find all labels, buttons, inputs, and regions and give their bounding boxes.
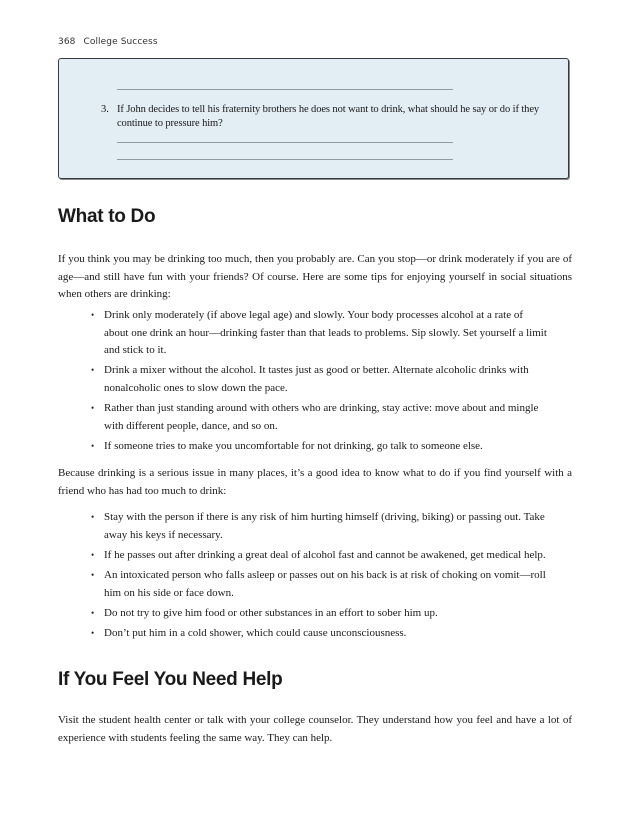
list-item bbox=[58, 400, 548, 435]
list-item bbox=[58, 307, 548, 360]
friend-tips-list bbox=[58, 509, 548, 645]
what-to-do-intro: If you think you may be drinking too much, then you probably are. Can you stop—or drink moderately if you are of age—and still have fun with your friends? Of course. Here are some tips for enjoying yourself in social situations when others are drinking: bbox=[58, 253, 572, 301]
list-item-text: If he passes out after drinking a great deal of alcohol fast and cannot be awakened, get medical help. bbox=[104, 548, 546, 561]
question-number: 3. bbox=[101, 104, 109, 115]
page-number: 368 bbox=[58, 37, 76, 47]
list-item-text: Don’t put him in a cold shower, which could cause unconsciousness. bbox=[104, 626, 407, 639]
section-heading-what-to-do: What to Do bbox=[58, 206, 156, 227]
answer-line bbox=[117, 142, 453, 143]
drinking-tips-list bbox=[58, 307, 548, 458]
answer-line bbox=[117, 89, 453, 90]
list-item-text: Rather than just standing around with others who are drinking, stay active: move about and mingle with different people, dance, and so on. bbox=[104, 402, 539, 432]
bullet-icon: • bbox=[91, 310, 95, 320]
answer-line bbox=[117, 159, 453, 160]
list-item-text: Drink only moderately (if above legal age) and slowly. Your body processes alcohol at a rate of about one drink an hour—drinking faster than that leads to problems. Sip slowly. Set yourself a limit and stick to it. bbox=[104, 309, 547, 357]
list-item bbox=[58, 547, 548, 565]
list-item bbox=[58, 362, 548, 397]
running-head bbox=[58, 37, 158, 47]
list-item-text: If someone tries to make you uncomfortable for not drinking, go talk to someone else. bbox=[104, 439, 483, 452]
question-text: If John decides to tell his fraternity brothers he does not want to drink, what should he say or do if they continue to pressure him? bbox=[117, 104, 540, 129]
list-item-text: Stay with the person if there is any risk of him hurting himself (driving, biking) or passing out. Take away his keys if necessary. bbox=[104, 511, 545, 541]
section-heading-need-help: If You Feel You Need Help bbox=[58, 669, 283, 690]
need-help-body: Visit the student health center or talk with your college counselor. They understand how you feel and have a lot of experience with students feeling the same way. They can help. bbox=[58, 714, 572, 744]
bullet-icon: • bbox=[91, 569, 95, 580]
list-item-text: Drink a mixer without the alcohol. It tastes just as good or better. Alternate alcoholic drinks with nonalcoholic ones to slow down the pace. bbox=[104, 364, 529, 394]
list-item bbox=[58, 605, 548, 623]
list-item-text: An intoxicated person who falls asleep or passes out on his back is at risk of choking on vomit—roll him on his side or face down. bbox=[104, 568, 546, 599]
bullet-icon: • bbox=[91, 440, 95, 451]
bullet-icon: • bbox=[91, 607, 95, 618]
bullet-icon: • bbox=[91, 549, 95, 560]
list-item bbox=[58, 509, 548, 544]
bullet-icon: • bbox=[91, 512, 95, 522]
bullet-icon: • bbox=[91, 365, 95, 376]
list-item bbox=[58, 567, 548, 602]
list-item-text: Do not try to give him food or other substances in an effort to sober him up. bbox=[104, 606, 438, 619]
book-title: College Success bbox=[83, 37, 158, 47]
bullet-icon: • bbox=[91, 627, 95, 638]
bullet-icon: • bbox=[91, 403, 95, 414]
list-item bbox=[58, 438, 548, 456]
friend-intro: Because drinking is a serious issue in many places, it’s a good idea to know what to do if you find yourself with a friend who has had too much to drink: bbox=[58, 467, 572, 497]
list-item bbox=[58, 625, 548, 643]
exercise-box bbox=[58, 58, 569, 179]
